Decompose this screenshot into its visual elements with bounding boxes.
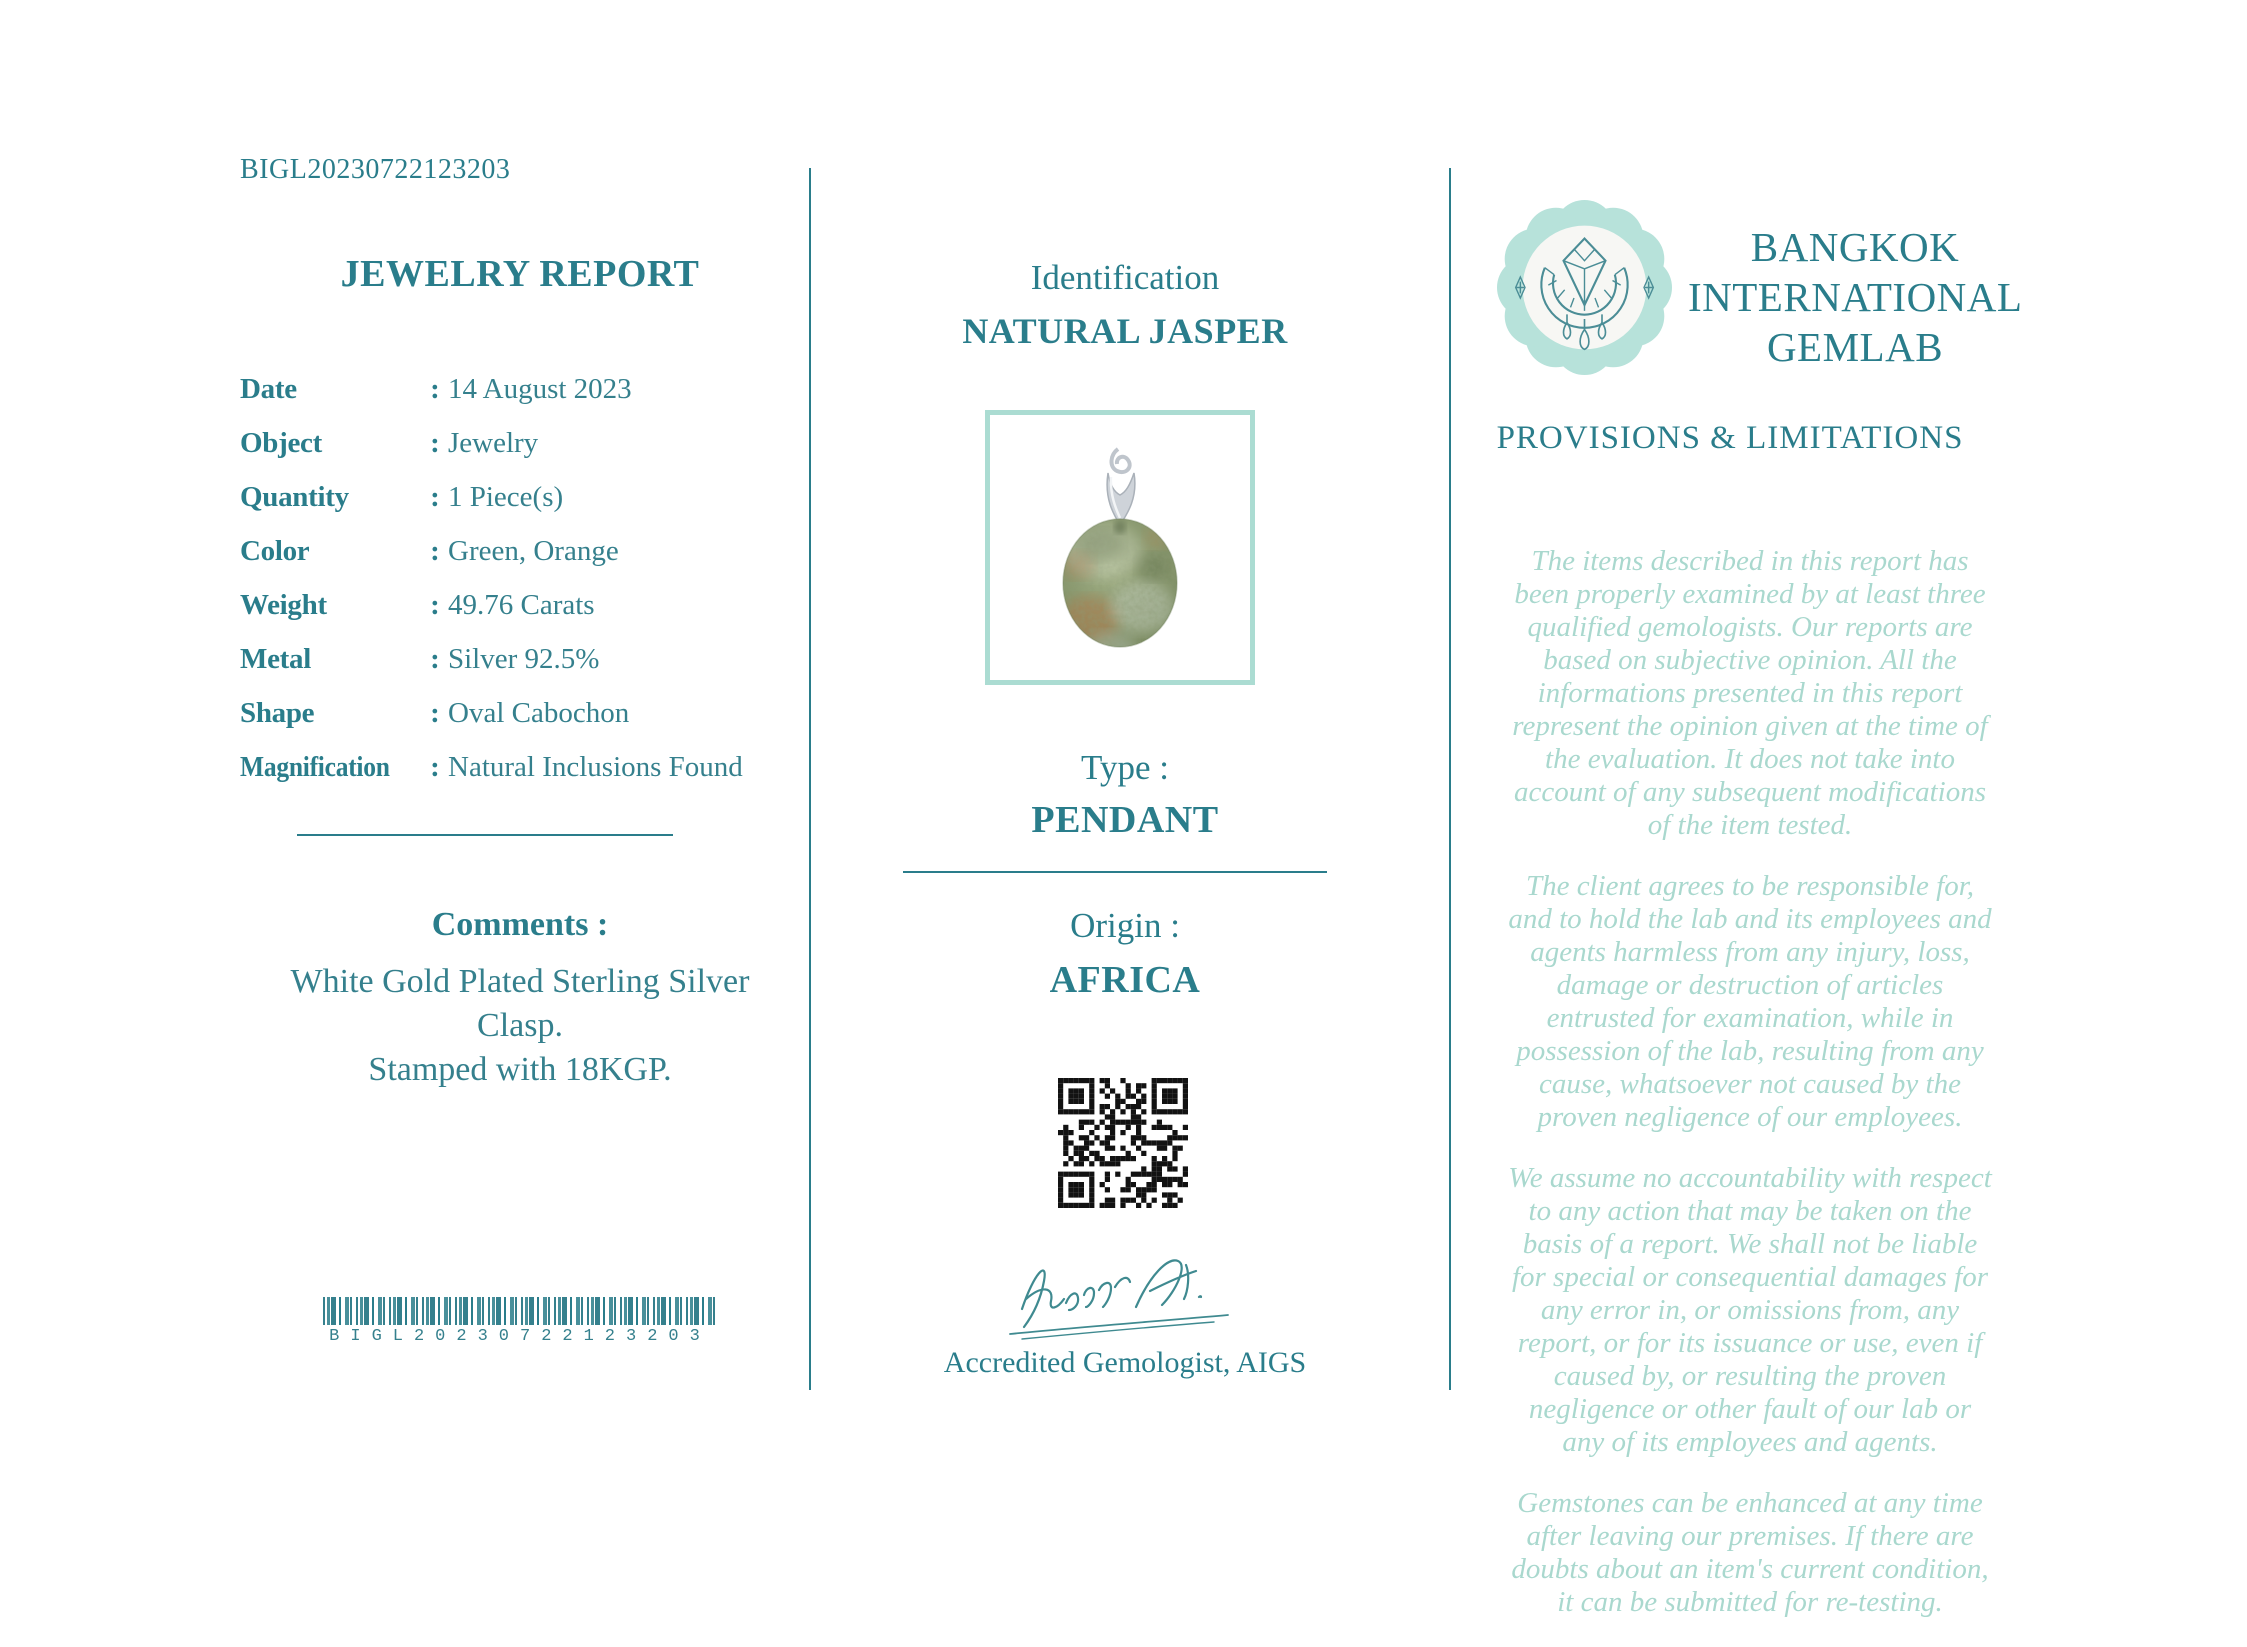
detail-colon: : (430, 643, 440, 675)
pendant-stone (1050, 505, 1190, 665)
lab-name-line: BANGKOK (1750, 224, 1960, 270)
provisions-paragraph: Gemstones can be enhanced at any time after leaving our premises. If there are doubts about an item's current condition, it can be submitted for re-testing. (1511, 1487, 1989, 1618)
barcode-bars (323, 1297, 717, 1325)
detail-value: 14 August 2023 (448, 373, 632, 405)
middle-section-divider (903, 871, 1327, 873)
detail-value: 1 Piece(s) (448, 481, 564, 513)
comments-body (260, 960, 780, 1092)
detail-row-object (240, 416, 780, 470)
detail-value: Jewelry (448, 427, 539, 459)
detail-row-color (240, 524, 780, 578)
column-divider-left (809, 168, 811, 1390)
gem-photo-frame (985, 410, 1255, 685)
detail-label: Color (240, 535, 310, 567)
qr-code (1058, 1078, 1188, 1208)
pendant-photo (990, 415, 1250, 680)
detail-colon: : (430, 535, 440, 567)
detail-colon: : (430, 751, 440, 783)
detail-value: Oval Cabochon (448, 697, 630, 729)
provisions-heading: PROVISIONS & LIMITATIONS (1496, 420, 1964, 456)
lab-logo (1497, 200, 1672, 375)
comment-line: White Gold Plated Sterling Silver Clasp. (290, 963, 750, 1044)
comments-heading: Comments : (431, 906, 609, 943)
report-details-table (240, 362, 780, 794)
gemologist-title: Accredited Gemologist, AIGS (943, 1346, 1307, 1379)
provisions-paragraph: The client agrees to be responsible for, and to hold the lab and its employees and agents harmless from any injury, loss, damage or destruction of articles entrusted for examination, while in possession of the lab, resulting from any cause, whatsoever not caused by the proven negligence of our employees. (1508, 870, 1992, 1133)
barcode-text: BIGL20230722123203 (329, 1327, 711, 1346)
lab-name (1688, 222, 2022, 372)
detail-value: Natural Inclusions Found (448, 751, 743, 783)
provisions-paragraph: We assume no accountability with respect to any action that may be taken on the basis of a report. We shall not be liable for special or consequential damages for any error in, or omissions from, any report, or for its issuance or use, even if caused by, or resulting the proven negligence or other fault of our lab or any of its employees and agents. (1508, 1162, 1992, 1458)
origin-label: Origin : (1070, 906, 1180, 945)
detail-row-magnification (240, 740, 780, 794)
detail-value: Green, Orange (448, 535, 619, 567)
provisions-text (1505, 545, 1995, 1647)
detail-label: Object (240, 427, 322, 459)
barcode (323, 1297, 717, 1346)
detail-row-shape (240, 686, 780, 740)
origin-value: AFRICA (1049, 959, 1201, 1001)
comments-section (260, 906, 780, 1092)
detail-label: Metal (240, 643, 311, 675)
type-label: Type : (1081, 748, 1169, 787)
detail-label: Date (240, 373, 297, 405)
report-number: BIGL20230722123203 (240, 154, 511, 185)
detail-row-metal (240, 632, 780, 686)
detail-label: Magnification (240, 751, 390, 783)
detail-label: Weight (240, 589, 327, 621)
detail-colon: : (430, 481, 440, 513)
lab-name-line: GEMLAB (1766, 324, 1944, 370)
lab-name-line: INTERNATIONAL (1688, 274, 2023, 320)
detail-colon: : (430, 427, 440, 459)
detail-label: Quantity (240, 481, 349, 513)
detail-label: Shape (240, 697, 315, 729)
detail-row-quantity (240, 470, 780, 524)
left-section-divider (297, 834, 673, 836)
comment-line: Stamped with 18KGP. (368, 1051, 672, 1088)
lab-logo-badge (1497, 200, 1672, 375)
detail-value: 49.76 Carats (448, 589, 595, 621)
detail-row-date (240, 362, 780, 416)
type-value: PENDANT (1031, 799, 1219, 841)
pendant-bail (1107, 449, 1135, 525)
identification-heading: Identification (1030, 258, 1220, 297)
detail-colon: : (430, 589, 440, 621)
detail-colon: : (430, 373, 440, 405)
provisions-paragraph: The items described in this report has been properly examined by at least three qualified gemologists. Our reports are based on subjective opinion. All the informations presented in this report represent the opinion given at the time of the evaluation. It does not take into account of any subsequent modifications of the item tested. (1512, 545, 1988, 841)
detail-value: Silver 92.5% (448, 643, 600, 675)
identification-value: NATURAL JASPER (962, 311, 1288, 351)
detail-row-weight (240, 578, 780, 632)
report-title: JEWELRY REPORT (340, 253, 700, 295)
column-divider-right (1449, 168, 1451, 1390)
detail-colon: : (430, 697, 440, 729)
gemologist-signature (1000, 1235, 1250, 1340)
